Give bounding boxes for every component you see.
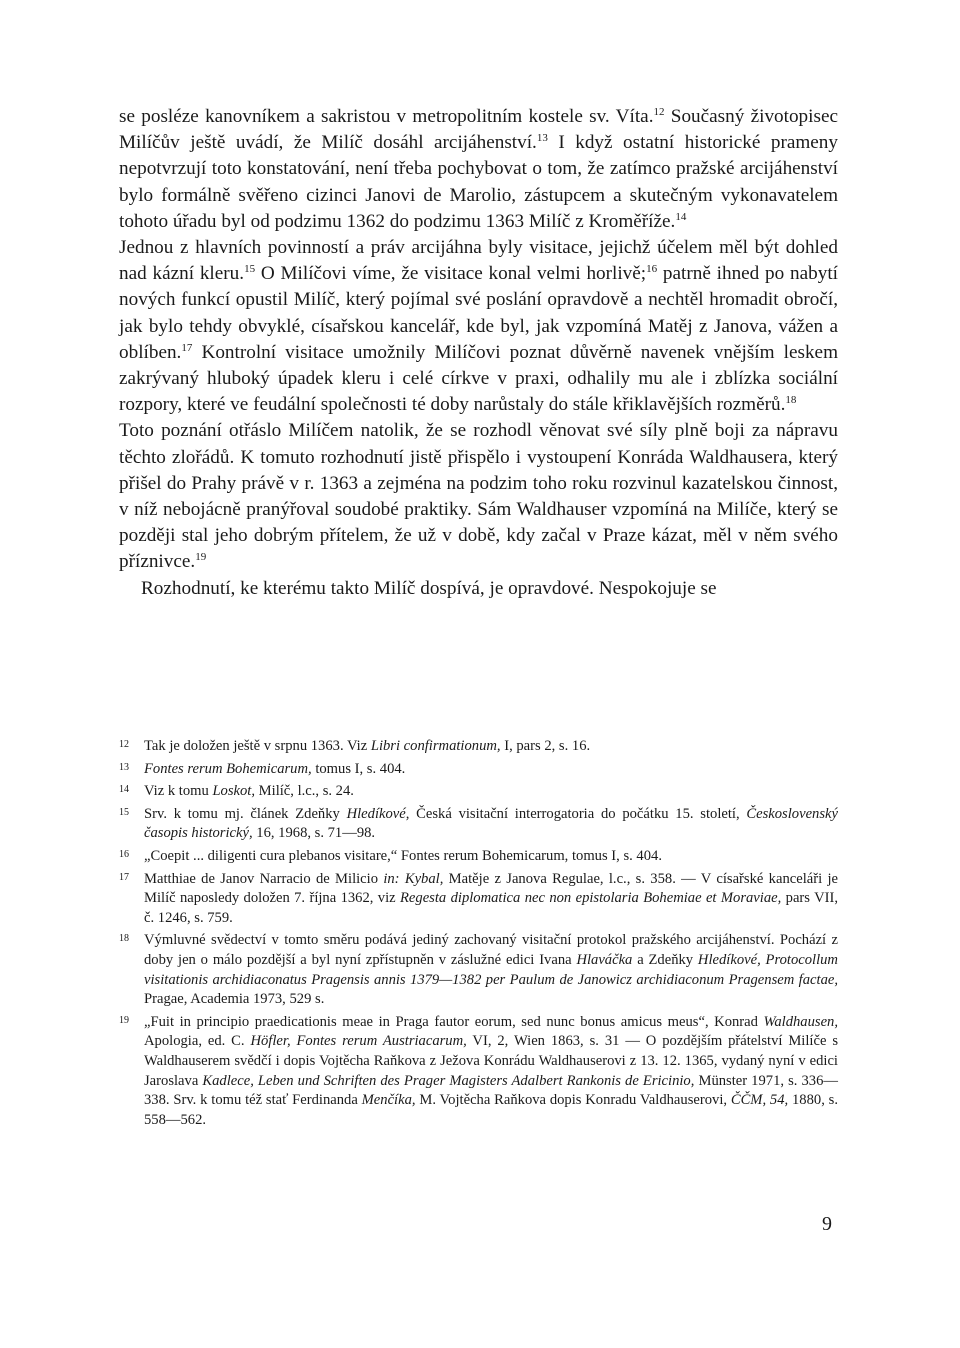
footnote-text xyxy=(144,870,838,929)
footnote-ref: 17 xyxy=(181,341,193,354)
text-run: 1880, s. 558—562. xyxy=(144,1092,838,1128)
text-run: O Milíčovi víme, že visitace konal velmi horlivě; xyxy=(255,263,647,285)
text-run: 16, 1968, s. 71—98. xyxy=(252,825,376,842)
body-paragraph xyxy=(119,418,838,575)
text-run: I, pars 2, s. 16. xyxy=(500,738,591,754)
text-run: Současný životopisec Milíčův ještě uvádí, že Milíč dosáhl arcijáhenství. xyxy=(119,106,838,154)
italic-text: Libri confirmationum, xyxy=(370,738,501,754)
footnote-text xyxy=(144,805,838,844)
footnote xyxy=(119,737,838,757)
text-run: tomus I, s. 404. xyxy=(311,760,406,777)
text-run: „Fuit in principio praedicationis meae in Praga fautor eorum, sed nunc bonus amicus meus“, Konrad xyxy=(144,1013,764,1030)
text-run: Jednou z hlavních povinností a práv arcijáhna byly visitace, jejichž účelem měl být dohled nad kázní kleru. xyxy=(119,237,838,285)
footnote-ref: 19 xyxy=(195,551,207,564)
text-run: M. Vojtěcha Raňkova dopis Konradu Valdhauserovi, xyxy=(415,1092,731,1109)
footnotes xyxy=(119,737,838,1130)
italic-text: Hlaváčka xyxy=(576,951,633,968)
text-run: Pragae, Academia 1973, 529 s. xyxy=(144,991,325,1008)
italic-text: Menčíka, xyxy=(361,1092,416,1109)
footnote xyxy=(119,760,838,780)
footnote-text xyxy=(144,847,838,867)
text-run: VI, 2, Wien 1863, s. 31 — O pozdějším přátelství Milíče s Waldhauserem svědčí i dopis Vojtěcha Raňkova z Ježova Konrádu Waldhauserovi z 13. 12. 1365, vydaný nyní v edici Jaroslava xyxy=(144,1033,838,1089)
footnote xyxy=(119,782,838,802)
footnote-number: 16 xyxy=(119,848,129,860)
text-run: Výmluvné svědectví v tomto směru podává jediný zachovaný visitační protokol pražského arcijáhenství. Pochází z doby jen o málo pozdější a byl nyní zpřístupněn v záslužné edici Ivana xyxy=(144,932,838,968)
body-paragraph xyxy=(119,576,838,602)
footnote-ref: 16 xyxy=(646,263,658,276)
footnote-ref: 15 xyxy=(244,263,256,276)
footnote-number: 12 xyxy=(119,739,129,750)
footnote-ref: 18 xyxy=(785,394,797,407)
italic-text: Loskot, xyxy=(212,783,256,800)
text-run: Rozhodnutí, ke kterému takto Milíč dospívá, je opravdové. Nespokojuje se xyxy=(141,577,717,599)
text-run: Kontrolní visitace umožnily Milíčovi poznat důvěrně navenek vnějším leskem zakrývaný hluboký úpadek kleru i celé církve v praxi, odhalily mu ale i zblízka sociální rozpory, které ve feudální společnosti té doby narůstaly do stále křiklavějších rozměrů. xyxy=(119,341,838,416)
footnote-ref: 14 xyxy=(675,210,687,223)
footnote-ref: 12 xyxy=(653,106,665,118)
text-run: Münster 1971, s. 336—338. Srv. k tomu též stať Ferdinanda xyxy=(144,1072,838,1109)
text-run: Viz k tomu xyxy=(144,783,213,800)
footnote xyxy=(119,805,838,844)
italic-text: Kadlece, Leben und Schriften des Prager Magisters Adalbert Rankonis de Ericinio, xyxy=(202,1072,695,1089)
footnote-number: 17 xyxy=(119,871,129,883)
main-text xyxy=(119,104,838,602)
footnote-text xyxy=(144,760,838,780)
text-run: se posléze kanovníkem a sakristou v metropolitním kostele sv. Víta. xyxy=(119,106,654,127)
footnote xyxy=(119,931,838,1009)
text-run: Matthiae de Janov Narracio de Milicio xyxy=(144,870,384,887)
footnote-number: 14 xyxy=(119,784,129,796)
footnote-text xyxy=(144,782,838,802)
italic-text: Československý časopis historický, xyxy=(144,805,838,842)
text-run: Toto poznání otřáslo Milíčem natolik, že se rozhodl věnovat své síly plně boji za nápravu těchto zlořádů. K tomuto rozhodnutí jistě přispělo i vystoupení Konráda Waldhausera, který přišel do Prahy právě v r. 1363 a zejména na podzim toho roku rozvinul kazatelskou činnost, v níž nebojácně pranýřoval soudobé praktiky. Sám Waldhauser vzpomíná na Milíče, který se později stal jeho dobrým přítelem, že už v době, kdy začal v Praze kázat, měl v něm svého příznivce. xyxy=(119,420,838,573)
footnote-text xyxy=(144,1013,838,1131)
italic-text: Hledíkové, xyxy=(346,805,410,822)
footnote xyxy=(119,1013,838,1131)
body-paragraph xyxy=(119,235,838,418)
body-paragraph xyxy=(119,104,838,235)
text-run: Česká visitační interrogatoria do počátku 15. století, xyxy=(409,805,747,822)
text-run: Matěje z Janova Regulae, l.c., s. 358. — V císařské kanceláři je Milíč naposledy doložen 7. října 1362, viz xyxy=(144,870,838,907)
footnote-text xyxy=(144,737,838,757)
italic-text: Höfler, Fontes rerum Austriacarum, xyxy=(250,1033,467,1050)
text-run: pars VII, č. 1246, s. 759. xyxy=(144,890,838,926)
footnote-number: 13 xyxy=(119,761,129,773)
footnote-ref: 13 xyxy=(536,132,548,145)
text-run: Apologia, ed. C. xyxy=(144,1033,251,1050)
footnote-text xyxy=(144,931,838,1009)
italic-text: in: Kybal, xyxy=(383,870,444,887)
italic-text: Hledíkové, Protocollum visitationis archidiaconatus Pragensis annis 1379—1382 per Paulum de Janowicz archidiaconum Pragensem factae, xyxy=(144,951,838,988)
italic-text: Waldhausen, xyxy=(763,1013,838,1030)
page-number: 9 xyxy=(822,1213,832,1235)
italic-text: Fontes rerum Bohemicarum, xyxy=(144,760,312,777)
text-run: I když ostatní historické prameny nepotvrzují toto konstatování, není třeba pochybovat o tom, že zatímco pražské arcijáhenství bylo formálně svěřeno cizinci Janovi de Marolio, zástupcem a skutečným vykonavatelem tohoto úřadu byl od podzimu 1362 do podzimu 1363 Milíč z Kroměříže. xyxy=(119,132,838,232)
italic-text: ČČM, 54, xyxy=(730,1092,789,1109)
footnote xyxy=(119,847,838,867)
footnote-number: 18 xyxy=(119,933,129,945)
text-run: Tak je doložen ještě v srpnu 1363. Viz xyxy=(144,738,371,754)
footnote-number: 15 xyxy=(119,806,129,818)
text-run: a Zdeňky xyxy=(632,951,698,968)
footnote xyxy=(119,870,838,929)
text-run: Srv. k tomu mj. článek Zdeňky xyxy=(144,805,347,822)
text-run: patrně ihned po nabytí nových funkcí opustil Milíč, který pojímal své poslání opravdově a nechtěl hromadit obročí, jak bylo tehdy obvyklé, císařskou kancelář, kde byl, jak vzpomíná Matěj z Janova, vážen a oblíben. xyxy=(119,263,838,363)
footnote-number: 19 xyxy=(119,1014,129,1026)
text-run: Milíč, l.c., s. 24. xyxy=(255,783,354,800)
text-run: „Coepit ... diligenti cura plebanos visitare,“ Fontes rerum Bohemicarum, tomus I, s. 404. xyxy=(144,847,662,864)
italic-text: Regesta diplomatica nec non epistolaria Bohemiae et Moraviae, xyxy=(400,890,782,907)
